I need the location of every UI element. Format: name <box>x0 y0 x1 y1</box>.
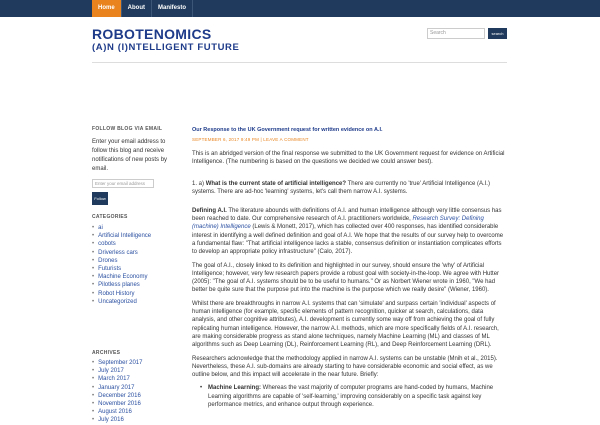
follow-widget-text: Enter your email address to follow this blog and receive notifications of new posts by email. <box>92 139 168 172</box>
category-link[interactable]: • Driverless cars <box>92 249 151 257</box>
archive-link[interactable]: • March 2017 <box>92 375 142 383</box>
categories-list <box>92 224 151 306</box>
category-link[interactable]: • cobots <box>92 240 151 248</box>
category-link[interactable]: • Futurists <box>92 265 151 273</box>
archives-title: ARCHIVES <box>92 350 121 356</box>
archives-list <box>92 359 142 425</box>
categories-title: CATEGORIES <box>92 214 128 220</box>
archive-link[interactable]: • September 2017 <box>92 359 142 367</box>
archive-link[interactable]: • July 2017 <box>92 367 142 375</box>
category-link[interactable]: • Pilotless planes <box>92 281 151 289</box>
archive-link[interactable]: • December 2016 <box>92 392 142 400</box>
category-link[interactable]: • Artificial Intelligence <box>92 232 151 240</box>
header-divider <box>92 62 507 63</box>
question-heading: What is the current state of artificial intelligence? <box>205 181 347 188</box>
follow-widget-title: FOLLOW BLOG VIA EMAIL <box>92 126 163 132</box>
main-nav <box>92 0 193 17</box>
bullet-text: Whereas the vast majority of computer programs are hand-coded by humans, Machine Learning algorithms are capable of 'self-learning,' improving considerably on a specific task against key performance metrics, and enhance output through experience. <box>208 385 494 409</box>
search-button[interactable]: search <box>488 28 507 39</box>
nav-item-about[interactable]: About <box>122 0 152 17</box>
archive-link[interactable]: • November 2016 <box>92 400 142 408</box>
archive-link[interactable]: • July 2016 <box>92 416 142 424</box>
site-title[interactable]: ROBOTENOMICS <box>92 26 212 42</box>
post-content <box>192 126 507 409</box>
question-text: There are currently no 'true' Artificial Intelligence (A.I.) systems. There are ad-hoc 'learning' systems, let's call them narrow A.I. systems. <box>192 181 490 196</box>
post-paragraph <box>192 207 507 257</box>
nav-item-manifesto[interactable]: Manifesto <box>152 0 193 17</box>
definition-heading: Defining A.I. <box>192 207 227 214</box>
post-paragraph: The goal of A.I., closely linked to its definition and highlighted in our survey, should ensure the 'why' of Artificial Intelligence; however, very few research papers provide a robust goal with society-in-the-loop. We agree with Hutter (2005): "The goal of A.I. systems should be to be useful to humans." Or as Norbert Wiener wrote in 1960, "We had better be quite sure that the purpose put into the machine is the purpose which we really desire" (Wiener, 1960). <box>192 262 500 294</box>
category-link[interactable]: • Robot History <box>92 290 151 298</box>
email-field[interactable]: Enter your email address <box>92 179 154 188</box>
survey-link[interactable]: Research Survey: Defining (machine) Intelligence <box>192 216 484 231</box>
site-description: (A)N (I)NTELLIGENT FUTURE <box>92 42 240 53</box>
definition-text: The literature abounds with definitions of A.I. and human intelligence although very little consensus has been reached to date. Our comprehensive research of A.I. practitioners worldwide, <box>192 207 502 223</box>
category-link[interactable]: • ai <box>92 224 151 232</box>
post-intro: This is an abridged version of the final response we submitted to the UK Government request for evidence on Artificial Intelligence. (The numbering is based on the questions we decided we could answer best). <box>192 150 505 165</box>
post-paragraph: Whilst there are breakthroughs in narrow A.I. systems that can 'simulate' and surpass certain 'individual' aspects of human intelligence (for example, specific elements of pattern recognition, quicker at search, calculations, data analysis, and other cognitive attributes), A.I. development is currently some way off from achieving the goal of fully replicating human intelligence. However, the narrow A.I. methods, which are more specifically fields of A.I. research, are making considerable progress as stand alone techniques, namely Machine Learning (ML) and classes of ML algorithms such as Deep Learning (DL), Reinforcement Learning (RL), and Deep Reinforcement Learning (DRL). <box>192 300 499 349</box>
search-input[interactable]: Search <box>427 28 485 39</box>
category-link[interactable]: • Machine Economy <box>92 273 151 281</box>
post-meta[interactable]: SEPTEMBER 6, 2017 9:49 PM | LEAVE A COMMENT <box>192 137 309 143</box>
archive-link[interactable]: • August 2016 <box>92 408 142 416</box>
archive-link[interactable]: • January 2017 <box>92 384 142 392</box>
list-item <box>192 384 507 409</box>
sidebar <box>92 126 182 424</box>
post-paragraph <box>192 180 507 197</box>
bullet-heading: Machine Learning: <box>208 385 262 392</box>
nav-item-home[interactable]: Home <box>92 0 122 17</box>
follow-button[interactable]: Follow <box>92 192 108 205</box>
top-nav-bar <box>0 0 600 17</box>
post-paragraph: Researchers acknowledge that the methodology applied in narrow A.I. systems can be unstable (Mnih et al., 2015). Nevertheless, these A.I. sub-domains are already starting to have considerable economic and social effect, as we outline below, and this impact will accelerate in the near future. Briefly: <box>192 355 498 379</box>
question-number: 1. a) <box>192 181 206 188</box>
category-link[interactable]: • Uncategorized <box>92 298 151 306</box>
definition-text: (Lewis & Monett, 2017), which has collected over 400 responses, has identified considerable interest in identifying a well defined definition and goal of A.I. We hope that the results of our survey help to overcome a fundamental flaw: "That artificial intelligence lacks a stable, consensus definition or instantiation complicates efforts to develop an appropriate policy infrastructure" (Calo, 2017). <box>192 224 504 256</box>
post-title[interactable]: Our Response to the UK Government request for written evidence on A.I. <box>192 127 383 133</box>
category-link[interactable]: • Drones <box>92 257 151 265</box>
